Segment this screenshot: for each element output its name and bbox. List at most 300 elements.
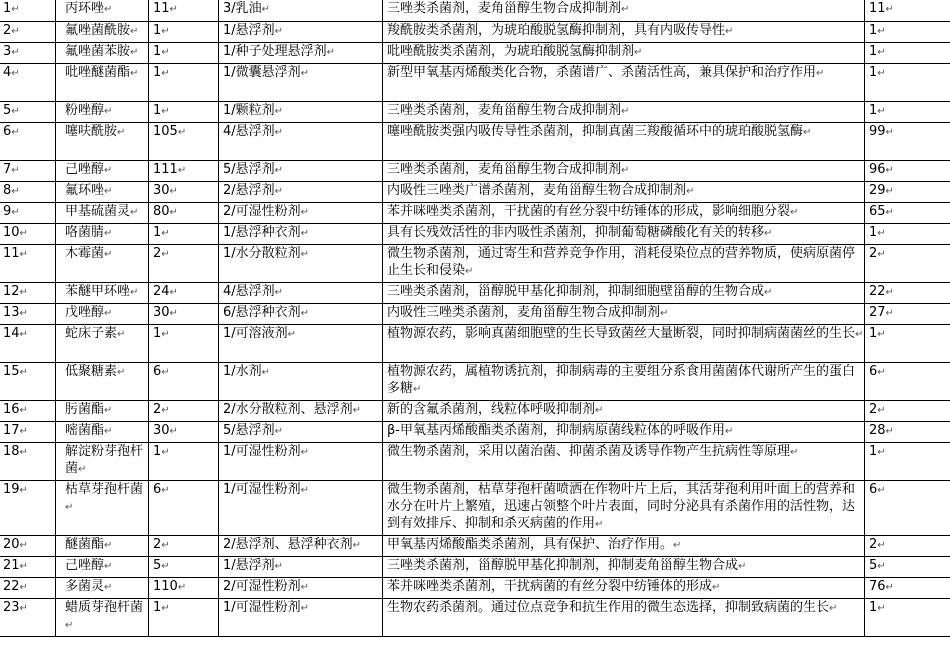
paragraph-mark-icon: ↵ (19, 367, 28, 378)
paragraph-mark-icon: ↵ (877, 329, 886, 340)
paragraph-mark-icon: ↵ (11, 47, 20, 58)
pesticide-name-cell (56, 443, 149, 481)
table-row (0, 245, 950, 283)
row-number-cell (0, 422, 56, 443)
formulation-cell (219, 422, 383, 443)
mode-of-action: 三唑类杀菌剂，麦角甾醇生物合成抑制剂 (387, 1, 622, 16)
product-count: 30 (153, 305, 170, 320)
registration-count-cell (865, 245, 950, 283)
row-number: 20 (3, 537, 20, 552)
paragraph-mark-icon: ↵ (816, 68, 825, 79)
row-number-cell (0, 578, 56, 599)
row-number-cell (0, 161, 56, 182)
row-number: 10 (3, 225, 20, 240)
registration-count-cell (865, 481, 950, 536)
table-row (0, 325, 950, 363)
paragraph-mark-icon: ↵ (790, 207, 799, 218)
paragraph-mark-icon: ↵ (300, 249, 310, 260)
table-row (0, 123, 950, 161)
pesticide-name-cell (56, 123, 149, 161)
row-number-cell (0, 304, 56, 325)
paragraph-mark-icon: ↵ (877, 47, 886, 58)
formulation: 1/可湿性粉剂 (223, 482, 301, 497)
mode-of-action: 具有长残效活性的非内吸性杀菌剂，抑制葡萄糖磷酸化有关的转移 (387, 225, 765, 240)
product-count: 1 (153, 103, 162, 118)
paragraph-mark-icon: ↵ (790, 447, 799, 458)
registration-count: 1 (869, 23, 878, 38)
paragraph-mark-icon: ↵ (104, 426, 113, 437)
paragraph-mark-icon: ↵ (19, 308, 28, 319)
pesticide-name-cell (56, 578, 149, 599)
mode-of-action: β-甲氧基丙烯酸酯类杀菌剂，抑制病原菌线粒体的呼吸作用 (387, 423, 725, 438)
mode-of-action-cell (383, 536, 865, 557)
pesticide-name: 戊唑醇 (65, 305, 105, 320)
pesticide-name: 蜡质芽孢杆菌 (65, 600, 144, 615)
pesticide-name: 苯醚甲环唑 (65, 284, 131, 299)
product-count: 1 (153, 44, 162, 59)
pesticide-name: 蛇床子素 (65, 326, 118, 341)
registration-count: 1 (869, 225, 878, 240)
formulation-cell (219, 22, 383, 43)
pesticide-name: 吡唑醚菌酯 (65, 65, 131, 80)
paragraph-mark-icon: ↵ (19, 485, 28, 496)
paragraph-mark-icon: ↵ (104, 582, 113, 593)
paragraph-mark-icon: ↵ (855, 329, 864, 340)
pesticide-name-cell (56, 203, 149, 224)
table-row (0, 304, 950, 325)
paragraph-mark-icon: ↵ (130, 207, 139, 218)
product-count-cell (149, 0, 219, 22)
registration-count: 28 (869, 423, 886, 438)
formulation-cell (219, 224, 383, 245)
table-row (0, 102, 950, 123)
registration-count-cell (865, 401, 950, 422)
product-count-cell (149, 22, 219, 43)
mode-of-action: 三唑类杀菌剂，甾醇脱甲基化抑制剂，抑制细胞壁甾醇的生物合成 (387, 284, 765, 299)
row-number-cell (0, 43, 56, 64)
product-count-cell (149, 536, 219, 557)
product-count-cell (149, 578, 219, 599)
paragraph-mark-icon: ↵ (19, 287, 28, 298)
pesticide-name-cell (56, 22, 149, 43)
formulation-cell (219, 599, 383, 637)
pesticide-name-cell (56, 283, 149, 304)
registration-count: 1 (869, 103, 878, 118)
row-number: 9 (3, 204, 12, 219)
paragraph-mark-icon: ↵ (274, 127, 284, 138)
formulation-cell (219, 0, 383, 22)
formulation-cell (219, 325, 383, 363)
mode-of-action: 微生物杀菌剂，通过寄生和营养竞争作用，消耗侵染位点的营养物质，使病原菌停止生长和侵染 (387, 246, 856, 278)
paragraph-mark-icon: ↵ (274, 186, 284, 197)
registration-count-cell (865, 203, 950, 224)
formulation-cell (219, 161, 383, 182)
paragraph-mark-icon: ↵ (117, 329, 126, 340)
mode-of-action-cell (383, 43, 865, 64)
paragraph-mark-icon: ↵ (725, 26, 734, 37)
product-count: 2 (153, 402, 162, 417)
product-count: 1 (153, 326, 162, 341)
product-count-cell (149, 203, 219, 224)
registration-count-cell (865, 123, 950, 161)
mode-of-action: 甲氧基丙烯酸酯类杀菌剂，具有保护、治疗作用。 (387, 537, 674, 552)
pesticide-name-cell (56, 0, 149, 22)
pesticide-name-cell (56, 422, 149, 443)
product-count-cell (149, 245, 219, 283)
paragraph-mark-icon: ↵ (300, 207, 310, 218)
product-count: 111 (153, 162, 178, 177)
formulation: 3/乳油 (223, 1, 262, 16)
paragraph-mark-icon: ↵ (19, 405, 28, 416)
registration-count: 27 (869, 305, 886, 320)
formulation-cell (219, 43, 383, 64)
paragraph-mark-icon: ↵ (413, 384, 422, 395)
paragraph-mark-icon: ↵ (11, 106, 20, 117)
paragraph-mark-icon: ↵ (104, 540, 113, 551)
pesticide-name: 粉唑醇 (65, 103, 105, 118)
pesticide-name: 氟唑菌苯胺 (65, 44, 131, 59)
table-row (0, 224, 950, 245)
mode-of-action-cell (383, 304, 865, 325)
pesticide-name-cell (56, 43, 149, 64)
paragraph-mark-icon: ↵ (274, 106, 284, 117)
product-count-cell (149, 161, 219, 182)
product-count: 1 (153, 600, 162, 615)
product-count: 1 (153, 225, 162, 240)
row-number-cell (0, 557, 56, 578)
paragraph-mark-icon: ↵ (877, 540, 886, 551)
mode-of-action-cell (383, 599, 865, 637)
row-number: 23 (3, 600, 20, 615)
paragraph-mark-icon: ↵ (11, 165, 20, 176)
paragraph-mark-icon: ↵ (829, 603, 838, 614)
product-count-cell (149, 557, 219, 578)
mode-of-action-cell (383, 123, 865, 161)
mode-of-action-cell (383, 182, 865, 203)
paragraph-mark-icon: ↵ (11, 207, 20, 218)
formulation-cell (219, 578, 383, 599)
formulation: 5/悬浮剂 (223, 162, 275, 177)
registration-count: 1 (869, 326, 878, 341)
paragraph-mark-icon: ↵ (686, 186, 695, 197)
registration-count-cell (865, 363, 950, 401)
registration-count: 6 (869, 482, 878, 497)
paragraph-mark-icon: ↵ (274, 561, 284, 572)
product-count-cell (149, 123, 219, 161)
registration-count-cell (865, 325, 950, 363)
pesticide-name: 己唑醇 (65, 162, 105, 177)
formulation: 1/悬浮剂 (223, 558, 275, 573)
registration-count: 99 (869, 124, 886, 139)
paragraph-mark-icon: ↵ (877, 26, 886, 37)
paragraph-mark-icon: ↵ (803, 127, 812, 138)
paragraph-mark-icon: ↵ (300, 582, 310, 593)
product-count: 5 (153, 558, 162, 573)
paragraph-mark-icon: ↵ (877, 405, 886, 416)
product-count: 1 (153, 23, 162, 38)
pesticide-name-cell (56, 481, 149, 536)
paragraph-mark-icon: ↵ (161, 47, 170, 58)
paragraph-mark-icon: ↵ (19, 561, 28, 572)
mode-of-action: 内吸性三唑类广谱杀菌剂，麦角甾醇生物合成抑制剂 (387, 183, 687, 198)
registration-count-cell (865, 557, 950, 578)
paragraph-mark-icon: ↵ (595, 405, 604, 416)
paragraph-mark-icon: ↵ (78, 464, 87, 475)
registration-count-cell (865, 22, 950, 43)
table-row (0, 64, 950, 102)
paragraph-mark-icon: ↵ (19, 249, 28, 260)
product-count-cell (149, 102, 219, 123)
formulation: 2/可湿性粉剂 (223, 204, 301, 219)
product-count-cell (149, 182, 219, 203)
mode-of-action-cell (383, 443, 865, 481)
mode-of-action: 三唑类杀菌剂，麦角甾醇生物合成抑制剂 (387, 162, 622, 177)
mode-of-action-cell (383, 481, 865, 536)
row-number-cell (0, 363, 56, 401)
pesticide-name-cell (56, 363, 149, 401)
product-count-cell (149, 283, 219, 304)
paragraph-mark-icon: ↵ (161, 561, 170, 572)
mode-of-action-cell (383, 578, 865, 599)
paragraph-mark-icon: ↵ (11, 26, 20, 37)
paragraph-mark-icon: ↵ (104, 249, 113, 260)
mode-of-action-cell (383, 203, 865, 224)
table-row (0, 536, 950, 557)
mode-of-action: 新的含氟杀菌剂，线粒体呼吸抑制剂 (387, 402, 596, 417)
paragraph-mark-icon: ↵ (274, 287, 284, 298)
paragraph-mark-icon: ↵ (161, 249, 170, 260)
row-number-cell (0, 325, 56, 363)
row-number-cell (0, 401, 56, 422)
product-count: 24 (153, 284, 170, 299)
formulation: 1/颗粒剂 (223, 103, 275, 118)
mode-of-action-cell (383, 422, 865, 443)
formulation: 4/悬浮剂 (223, 124, 275, 139)
formulation: 1/微囊悬浮剂 (223, 65, 301, 80)
pesticide-name: 肟菌酯 (65, 402, 105, 417)
paragraph-mark-icon: ↵ (877, 106, 886, 117)
paragraph-mark-icon: ↵ (261, 367, 271, 378)
paragraph-mark-icon: ↵ (19, 540, 28, 551)
paragraph-mark-icon: ↵ (621, 4, 630, 15)
registration-count-cell (865, 0, 950, 22)
mode-of-action: 三唑类杀菌剂，麦角甾醇生物合成抑制剂 (387, 103, 622, 118)
pesticide-name: 多菌灵 (65, 579, 105, 594)
paragraph-mark-icon: ↵ (885, 426, 894, 437)
registration-count: 22 (869, 284, 886, 299)
registration-count-cell (865, 443, 950, 481)
paragraph-mark-icon: ↵ (104, 186, 113, 197)
paragraph-mark-icon: ↵ (161, 26, 170, 37)
formulation: 4/悬浮剂 (223, 284, 275, 299)
registration-count: 6 (869, 364, 878, 379)
row-number: 1 (3, 1, 12, 16)
row-number-cell (0, 64, 56, 102)
product-count-cell (149, 363, 219, 401)
row-number: 12 (3, 284, 20, 299)
paragraph-mark-icon: ↵ (161, 447, 170, 458)
paragraph-mark-icon: ↵ (104, 405, 113, 416)
paragraph-mark-icon: ↵ (161, 405, 170, 416)
row-number: 2 (3, 23, 12, 38)
formulation-cell (219, 536, 383, 557)
paragraph-mark-icon: ↵ (169, 4, 178, 15)
paragraph-mark-icon: ↵ (465, 266, 474, 277)
table-row (0, 22, 950, 43)
registration-count: 2 (869, 246, 878, 261)
row-number-cell (0, 283, 56, 304)
formulation: 1/水剂 (223, 364, 262, 379)
table-row (0, 599, 950, 637)
paragraph-mark-icon: ↵ (885, 582, 894, 593)
mode-of-action: 植物源农药，属植物诱抗剂，抑制病毒的主要组分系食用菌菌体代谢所产生的蛋白多糖 (387, 364, 856, 396)
product-count-cell (149, 481, 219, 536)
product-count-cell (149, 422, 219, 443)
paragraph-mark-icon: ↵ (877, 367, 886, 378)
formulation: 2/悬浮剂、悬浮种衣剂 (223, 537, 353, 552)
product-count: 6 (153, 482, 162, 497)
paragraph-mark-icon: ↵ (19, 426, 28, 437)
paragraph-mark-icon: ↵ (673, 540, 682, 551)
paragraph-mark-icon: ↵ (326, 47, 336, 58)
paragraph-mark-icon: ↵ (104, 561, 113, 572)
row-number: 4 (3, 65, 12, 80)
row-number-cell (0, 22, 56, 43)
paragraph-mark-icon: ↵ (885, 308, 894, 319)
pesticide-name: 甲基硫菌灵 (65, 204, 131, 219)
formulation: 1/可湿性粉剂 (223, 600, 301, 615)
paragraph-mark-icon: ↵ (261, 4, 271, 15)
row-number: 5 (3, 103, 12, 118)
paragraph-mark-icon: ↵ (130, 47, 139, 58)
table-row (0, 283, 950, 304)
product-count: 6 (153, 364, 162, 379)
row-number: 13 (3, 305, 20, 320)
pesticide-name: 低聚糖素 (65, 364, 118, 379)
pesticide-name-cell (56, 102, 149, 123)
product-count-cell (149, 325, 219, 363)
mode-of-action: 微生物杀菌剂，枯草芽孢杆菌喷洒在作物叶片上后，其活芽孢利用叶面上的营养和水分在叶片上繁殖，迅速占领整个叶片表面，同时分泌具有杀菌作用的活性物，达到有效排斥、抑制和杀灭病菌的作用 (387, 482, 856, 531)
row-number: 15 (3, 364, 20, 379)
paragraph-mark-icon: ↵ (117, 127, 126, 138)
mode-of-action-cell (383, 22, 865, 43)
registration-count-cell (865, 536, 950, 557)
paragraph-mark-icon: ↵ (877, 447, 886, 458)
pesticide-name: 己唑醇 (65, 558, 105, 573)
paragraph-mark-icon: ↵ (177, 127, 187, 138)
paragraph-mark-icon: ↵ (885, 165, 894, 176)
paragraph-mark-icon: ↵ (660, 308, 669, 319)
pesticide-name-cell (56, 401, 149, 422)
pesticide-name-cell (56, 64, 149, 102)
product-count: 110 (153, 579, 178, 594)
pesticide-name: 嘧菌酯 (65, 423, 105, 438)
row-number: 8 (3, 183, 12, 198)
formulation: 2/可湿性粉剂 (223, 579, 301, 594)
formulation-cell (219, 64, 383, 102)
registration-count-cell (865, 182, 950, 203)
row-number: 14 (3, 326, 20, 341)
paragraph-mark-icon: ↵ (11, 127, 20, 138)
product-count-cell (149, 401, 219, 422)
registration-count: 2 (869, 537, 878, 552)
registration-count: 76 (869, 579, 886, 594)
formulation-cell (219, 363, 383, 401)
paragraph-mark-icon: ↵ (11, 4, 20, 15)
mode-of-action: 生物农药杀菌剂。通过位点竞争和抗生作用的微生态选择，抑制致病菌的生长 (387, 600, 830, 615)
paragraph-mark-icon: ↵ (169, 186, 178, 197)
product-count-cell (149, 304, 219, 325)
pesticide-name-cell (56, 161, 149, 182)
paragraph-mark-icon: ↵ (621, 106, 630, 117)
mode-of-action-cell (383, 245, 865, 283)
row-number-cell (0, 123, 56, 161)
table-row (0, 43, 950, 64)
row-number: 11 (3, 246, 20, 261)
formulation-cell (219, 203, 383, 224)
formulation-cell (219, 557, 383, 578)
registration-count-cell (865, 43, 950, 64)
paragraph-mark-icon: ↵ (161, 329, 170, 340)
mode-of-action: 内吸性三唑类杀菌剂，麦角甾醇生物合成抑制剂 (387, 305, 661, 320)
paragraph-mark-icon: ↵ (169, 308, 178, 319)
paragraph-mark-icon: ↵ (877, 561, 886, 572)
paragraph-mark-icon: ↵ (287, 329, 297, 340)
row-number: 21 (3, 558, 20, 573)
paragraph-mark-icon: ↵ (725, 426, 734, 437)
pesticide-name-cell (56, 304, 149, 325)
registration-count-cell (865, 102, 950, 123)
paragraph-mark-icon: ↵ (885, 207, 894, 218)
formulation: 1/悬浮剂 (223, 23, 275, 38)
registration-count-cell (865, 304, 950, 325)
paragraph-mark-icon: ↵ (104, 106, 113, 117)
mode-of-action-cell (383, 557, 865, 578)
formulation: 1/水分散粒剂 (223, 246, 301, 261)
mode-of-action: 三唑类杀菌剂，甾醇脱甲基化抑制剂，抑制麦角甾醇生物合成 (387, 558, 739, 573)
product-count: 105 (153, 124, 178, 139)
formulation: 6/悬浮种衣剂 (223, 305, 301, 320)
paragraph-mark-icon: ↵ (177, 165, 187, 176)
table-row (0, 481, 950, 536)
pesticide-name: 枯草芽孢杆菌 (65, 482, 144, 497)
product-count: 11 (153, 1, 170, 16)
registration-count: 2 (869, 402, 878, 417)
row-number: 3 (3, 44, 12, 59)
mode-of-action-cell (383, 401, 865, 422)
row-number-cell (0, 245, 56, 283)
paragraph-mark-icon: ↵ (11, 186, 20, 197)
row-number: 7 (3, 162, 12, 177)
paragraph-mark-icon: ↵ (352, 405, 362, 416)
paragraph-mark-icon: ↵ (161, 485, 170, 496)
pesticide-name-cell (56, 325, 149, 363)
paragraph-mark-icon: ↵ (300, 228, 310, 239)
mode-of-action: 羧酰胺类杀菌剂，为琥珀酸脱氢酶抑制剂，具有内吸传导性 (387, 23, 726, 38)
paragraph-mark-icon: ↵ (634, 47, 643, 58)
registration-count: 1 (869, 444, 878, 459)
row-number: 18 (3, 444, 20, 459)
registration-count-cell (865, 161, 950, 182)
row-number-cell (0, 536, 56, 557)
row-number-cell (0, 203, 56, 224)
product-count-cell (149, 224, 219, 245)
paragraph-mark-icon: ↵ (274, 26, 284, 37)
paragraph-mark-icon: ↵ (19, 447, 28, 458)
product-count: 1 (153, 65, 162, 80)
paragraph-mark-icon: ↵ (19, 582, 28, 593)
paragraph-mark-icon: ↵ (300, 447, 310, 458)
